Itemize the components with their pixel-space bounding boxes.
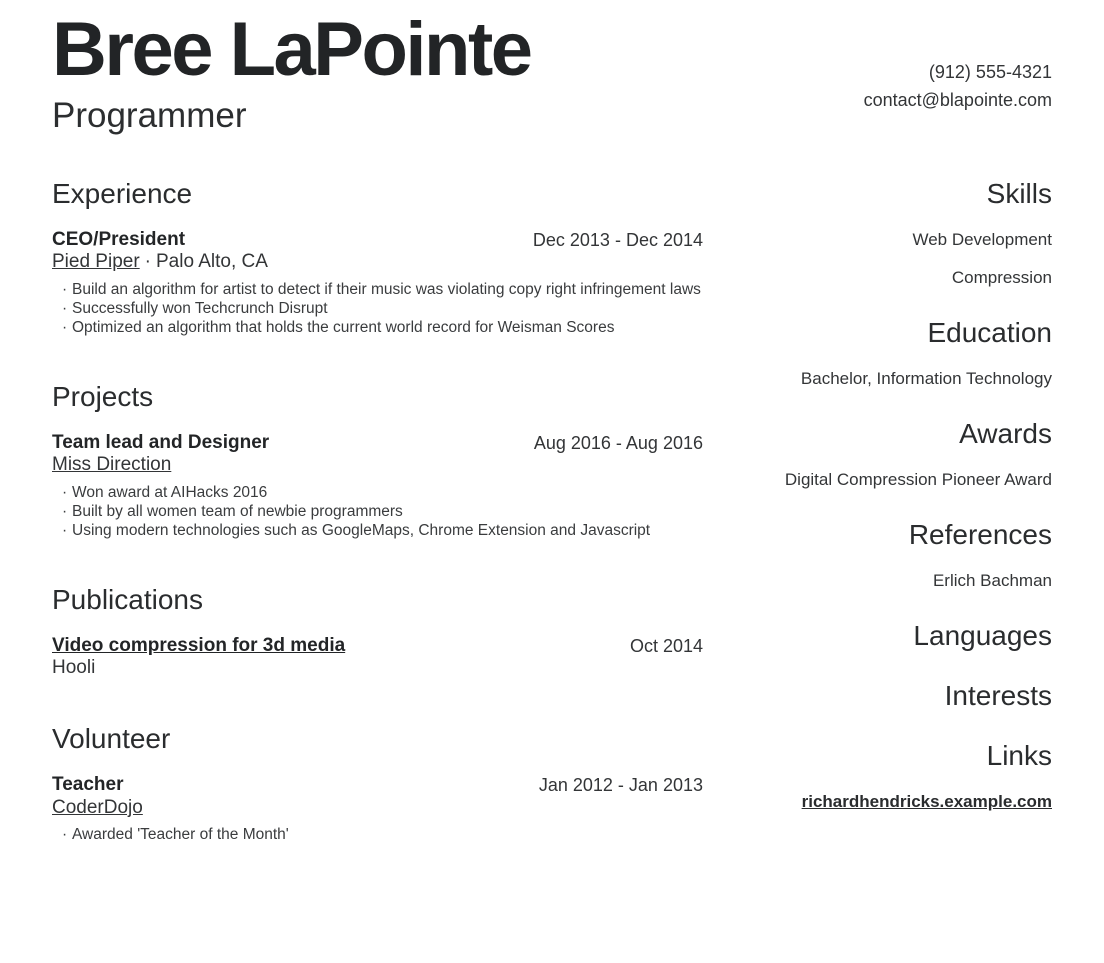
- education-heading: Education: [927, 317, 1052, 348]
- bullet-glyph: ·: [62, 826, 68, 844]
- org-line: [52, 454, 269, 476]
- bullet-glyph: ·: [62, 299, 68, 317]
- project-role: Team lead and Designer: [52, 431, 270, 453]
- publisher-name: Hooli: [52, 657, 96, 679]
- company-link[interactable]: Pied Piper: [52, 251, 140, 273]
- section-publications: [52, 583, 703, 680]
- highlight-item: [62, 318, 703, 337]
- interests-heading: Interests: [944, 680, 1052, 711]
- person-name: Bree LaPointe: [52, 7, 531, 92]
- header: [52, 7, 1052, 135]
- project-link[interactable]: Miss Direction: [52, 454, 172, 476]
- publication-entry: [52, 635, 703, 680]
- links-heading: Links: [986, 740, 1052, 771]
- skills-heading: Skills: [986, 178, 1052, 209]
- highlight-text: Awarded 'Teacher of the Month': [72, 826, 289, 844]
- organization-link[interactable]: CoderDojo: [52, 796, 143, 818]
- highlight-text: Won award at AIHacks 2016: [72, 483, 268, 501]
- highlight-item: [62, 502, 703, 521]
- skill-item: Compression: [951, 268, 1052, 287]
- entry-title-block: [52, 774, 143, 819]
- highlight-text: Built by all women team of newbie programmers: [72, 502, 403, 520]
- section-education: [703, 319, 1052, 388]
- email-address: contact@blapointe.com: [863, 90, 1052, 110]
- bullet-glyph: ·: [62, 280, 68, 298]
- person-title: Programmer: [52, 96, 247, 135]
- section-awards: [703, 420, 1052, 489]
- highlight-item: [62, 825, 703, 844]
- org-line: [52, 797, 143, 819]
- entry-title-block: [52, 432, 269, 477]
- contact-block: [864, 58, 1052, 114]
- side-column: [703, 180, 1052, 844]
- section-volunteer: [52, 725, 703, 844]
- org-line: [52, 251, 268, 273]
- highlight-list: [52, 280, 703, 337]
- identity-block: [52, 7, 531, 135]
- job-title: CEO/President: [52, 229, 186, 250]
- project-entry: [52, 432, 703, 540]
- projects-heading: Projects: [52, 380, 154, 412]
- date-range: Aug 2016 - Aug 2016: [533, 432, 703, 453]
- skill-item: Web Development: [912, 230, 1052, 249]
- bullet-glyph: ·: [62, 521, 68, 539]
- highlight-text: Using modern technologies such as GoogleMaps, Chrome Extension and Javascript: [72, 521, 651, 539]
- highlight-text: Build an algorithm for artist to detect if their music was violating copy right infringement laws: [72, 280, 701, 298]
- highlight-item: [62, 521, 703, 540]
- publications-heading: Publications: [52, 583, 203, 615]
- highlight-item: [62, 483, 703, 502]
- section-skills: [703, 180, 1052, 287]
- date-range: Dec 2013 - Dec 2014: [532, 230, 703, 250]
- content-columns: [52, 180, 1052, 844]
- entry-header: [52, 774, 703, 819]
- publication-title-link[interactable]: Video compression for 3d media: [52, 634, 346, 656]
- highlight-list: [52, 825, 703, 844]
- highlight-text: Optimized an algorithm that holds the current world record for Weisman Scores: [72, 318, 615, 336]
- entry-header: [52, 635, 703, 680]
- experience-heading: Experience: [52, 178, 193, 209]
- volunteer-entry: [52, 774, 703, 844]
- entry-header: [52, 432, 703, 477]
- volunteer-heading: Volunteer: [52, 723, 171, 755]
- external-link[interactable]: richardhendricks.example.com: [801, 792, 1052, 811]
- section-interests: [703, 682, 1052, 710]
- entry-title-block: [52, 635, 345, 680]
- volunteer-role: Teacher: [52, 774, 124, 796]
- references-heading: References: [908, 519, 1052, 550]
- bullet-glyph: ·: [62, 483, 68, 501]
- bullet-glyph: ·: [62, 318, 68, 336]
- section-projects: [52, 380, 703, 540]
- phone-number: (912) 555-4321: [928, 62, 1052, 82]
- highlight-text: Successfully won Techcrunch Disrupt: [72, 299, 328, 317]
- awards-heading: Awards: [959, 418, 1052, 449]
- job-location: Palo Alto, CA: [156, 251, 268, 273]
- languages-heading: Languages: [913, 620, 1052, 651]
- bullet-glyph: ·: [62, 502, 68, 520]
- publication-date: Oct 2014: [629, 635, 703, 656]
- reference-item: Erlich Bachman: [932, 571, 1052, 590]
- main-column: [52, 180, 703, 844]
- section-links: [703, 742, 1052, 811]
- highlight-list: [52, 483, 703, 540]
- entry-title-block: [52, 229, 268, 274]
- entry-header: [52, 229, 703, 274]
- highlight-item: [62, 280, 703, 299]
- section-references: [703, 521, 1052, 590]
- highlight-item: [62, 299, 703, 318]
- dot-separator: ·: [144, 251, 151, 273]
- education-item: Bachelor, Information Technology: [800, 369, 1052, 388]
- experience-entry: [52, 229, 703, 337]
- award-item: Digital Compression Pioneer Award: [784, 470, 1052, 489]
- section-languages: [703, 622, 1052, 650]
- date-range: Jan 2012 - Jan 2013: [538, 775, 703, 796]
- section-experience: [52, 180, 703, 337]
